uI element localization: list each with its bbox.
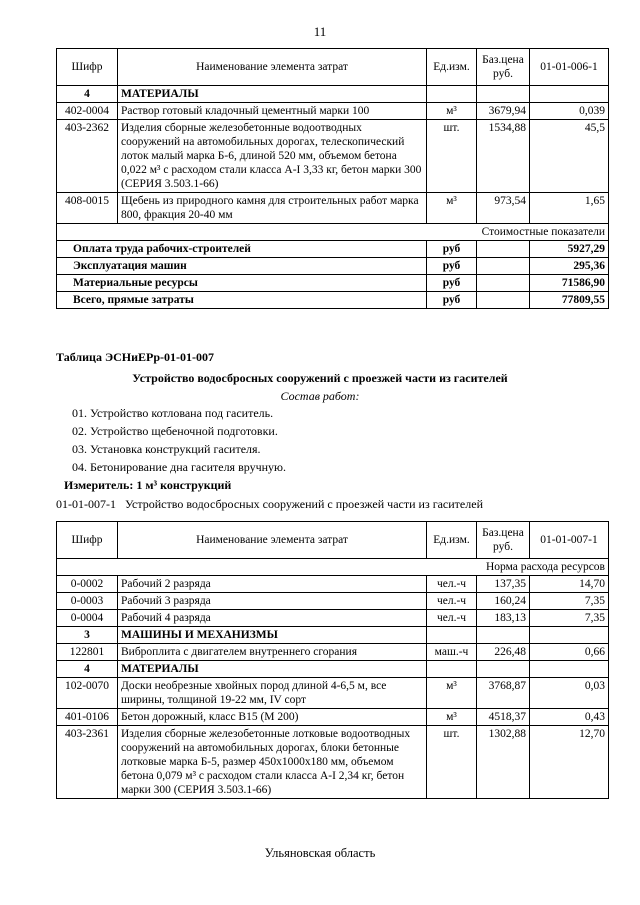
- summary-unit: руб: [427, 292, 477, 309]
- row-code: 402-0004: [57, 103, 118, 120]
- summary-row: [57, 275, 609, 292]
- work-step: 01. Устройство котлована под гаситель.: [72, 406, 274, 420]
- table-2-title: Таблица ЭСНиЕРр-01-01-007: [56, 350, 215, 364]
- row-value: 0,039: [530, 103, 609, 120]
- section-number: 4: [57, 86, 118, 103]
- section-row-materials: [57, 661, 609, 678]
- row-value: 45,5: [530, 120, 609, 193]
- resource-table-2: [56, 521, 609, 799]
- work-step: 02. Устройство щебеночной подготовки.: [72, 424, 278, 438]
- work-step: 03. Установка конструкций гасителя.: [72, 442, 261, 456]
- row-price: 1302,88: [477, 726, 530, 799]
- page-footer-region: Ульяновская область: [264, 846, 376, 860]
- summary-value: 295,36: [530, 258, 609, 275]
- row-name: Щебень из природного камня для строительных работ марка 800, фракция 20-40 мм: [118, 193, 427, 224]
- table-row: [57, 610, 609, 627]
- row-unit: чел.-ч: [427, 610, 477, 627]
- subheader-text: Норма расхода ресурсов: [57, 559, 609, 576]
- norm-code-line: 01-01-007-1 Устройство водосбросных сооружений с проезжей части из гасителей: [56, 497, 483, 511]
- subheader-text: Стоимостные показатели: [57, 224, 609, 241]
- section-title: МАШИНЫ И МЕХАНИЗМЫ: [118, 627, 427, 644]
- summary-value: 77809,55: [530, 292, 609, 309]
- row-code: 102-0070: [57, 678, 118, 709]
- row-value: 0,43: [530, 709, 609, 726]
- summary-value: 71586,90: [530, 275, 609, 292]
- row-code: 0-0002: [57, 576, 118, 593]
- summary-row: [57, 241, 609, 258]
- row-unit: м³: [427, 193, 477, 224]
- summary-label: Всего, прямые затраты: [57, 292, 427, 309]
- header-name: Наименование элемента затрат: [118, 49, 427, 86]
- row-value: 7,35: [530, 610, 609, 627]
- row-unit: м³: [427, 103, 477, 120]
- row-code: 122801: [57, 644, 118, 661]
- row-unit: шт.: [427, 120, 477, 193]
- row-value: 0,03: [530, 678, 609, 709]
- table-row: [57, 593, 609, 610]
- row-price: 4518,37: [477, 709, 530, 726]
- row-name: Раствор готовый кладочный цементный марки 100: [118, 103, 427, 120]
- row-code: 0-0003: [57, 593, 118, 610]
- summary-unit: руб: [427, 258, 477, 275]
- table-row: [57, 644, 609, 661]
- row-name: Рабочий 2 разряда: [118, 576, 427, 593]
- table-row: [57, 193, 609, 224]
- summary-label: Эксплуатация машин: [57, 258, 427, 275]
- row-unit: м³: [427, 678, 477, 709]
- summary-unit: руб: [427, 241, 477, 258]
- summary-value: 5927,29: [530, 241, 609, 258]
- row-value: 0,66: [530, 644, 609, 661]
- header-norm: 01-01-006-1: [530, 49, 609, 86]
- row-unit: шт.: [427, 726, 477, 799]
- section-number: 3: [57, 627, 118, 644]
- row-name: Бетон дорожный, класс В15 (М 200): [118, 709, 427, 726]
- table-row: [57, 709, 609, 726]
- table-2-name: Устройство водосбросных сооружений с проезжей части из гасителей: [132, 371, 508, 385]
- row-price: 160,24: [477, 593, 530, 610]
- summary-label: Оплата труда рабочих-строителей: [57, 241, 427, 258]
- summary-unit: руб: [427, 275, 477, 292]
- row-price: 973,54: [477, 193, 530, 224]
- row-price: 3679,94: [477, 103, 530, 120]
- table-row: [57, 726, 609, 799]
- row-price: 1534,88: [477, 120, 530, 193]
- table-row: [57, 576, 609, 593]
- row-code: 401-0106: [57, 709, 118, 726]
- row-price: 226,48: [477, 644, 530, 661]
- row-code: 0-0004: [57, 610, 118, 627]
- subheader-row: [57, 559, 609, 576]
- section-title: МАТЕРИАЛЫ: [118, 86, 427, 103]
- row-unit: чел.-ч: [427, 593, 477, 610]
- summary-label: Материальные ресурсы: [57, 275, 427, 292]
- row-unit: чел.-ч: [427, 576, 477, 593]
- section-number: 4: [57, 661, 118, 678]
- header-price: Баз.цена руб.: [477, 49, 530, 86]
- header-name: Наименование элемента затрат: [118, 522, 427, 559]
- row-value: 12,70: [530, 726, 609, 799]
- row-code: 408-0015: [57, 193, 118, 224]
- row-name: Рабочий 4 разряда: [118, 610, 427, 627]
- section-title: МАТЕРИАЛЫ: [118, 661, 427, 678]
- row-price: 183,13: [477, 610, 530, 627]
- row-value: 7,35: [530, 593, 609, 610]
- table-header: [57, 522, 609, 559]
- page-number: 11: [313, 24, 327, 39]
- header-unit: Ед.изм.: [427, 522, 477, 559]
- header-norm: 01-01-007-1: [530, 522, 609, 559]
- measurement-unit: Измеритель: 1 м³ конструкций: [64, 478, 232, 492]
- composition-label: Состав работ:: [280, 389, 360, 403]
- table-row: [57, 120, 609, 193]
- summary-row: [57, 292, 609, 309]
- row-name: Изделия сборные железобетонные лотковые водоотводных сооружений на автомобильных дорогах, блоки бетонные лотковые марка Б-5, размер 450х1000х180 мм, объемом бетона 0,079 м³ с расходом стали класса А-I 2,34 кг, бетон марки 300 (СЕРИЯ 3.503.1-66): [118, 726, 427, 799]
- table-row: [57, 103, 609, 120]
- subheader-row: [57, 224, 609, 241]
- header-code: Шифр: [57, 522, 118, 559]
- header-code: Шифр: [57, 49, 118, 86]
- row-name: Доски необрезные хвойных пород длиной 4-6,5 м, все ширины, толщиной 19-22 мм, IV сорт: [118, 678, 427, 709]
- header-price: Баз.цена руб.: [477, 522, 530, 559]
- table-header: [57, 49, 609, 86]
- summary-row: [57, 258, 609, 275]
- section-row-machines: [57, 627, 609, 644]
- work-step: 04. Бетонирование дна гасителя вручную.: [72, 460, 287, 474]
- row-code: 403-2361: [57, 726, 118, 799]
- section-row-materials: [57, 86, 609, 103]
- row-value: 1,65: [530, 193, 609, 224]
- row-unit: м³: [427, 709, 477, 726]
- row-unit: маш.-ч: [427, 644, 477, 661]
- row-price: 3768,87: [477, 678, 530, 709]
- row-value: 14,70: [530, 576, 609, 593]
- row-code: 403-2362: [57, 120, 118, 193]
- row-price: 137,35: [477, 576, 530, 593]
- table-row: [57, 678, 609, 709]
- row-name: Виброплита с двигателем внутреннего сгорания: [118, 644, 427, 661]
- row-name: Изделия сборные железобетонные водоотводных сооружений на автомобильных дорогах, телескопический лоток малый марка Б-6, длиной 520 мм, объемом бетона 0,022 м³ с расходом стали класса А-I 3,33 кг, бетон марки 300 (СЕРИЯ 3.503.1-66): [118, 120, 427, 193]
- row-name: Рабочий 3 разряда: [118, 593, 427, 610]
- header-unit: Ед.изм.: [427, 49, 477, 86]
- resource-table-1: [56, 48, 609, 309]
